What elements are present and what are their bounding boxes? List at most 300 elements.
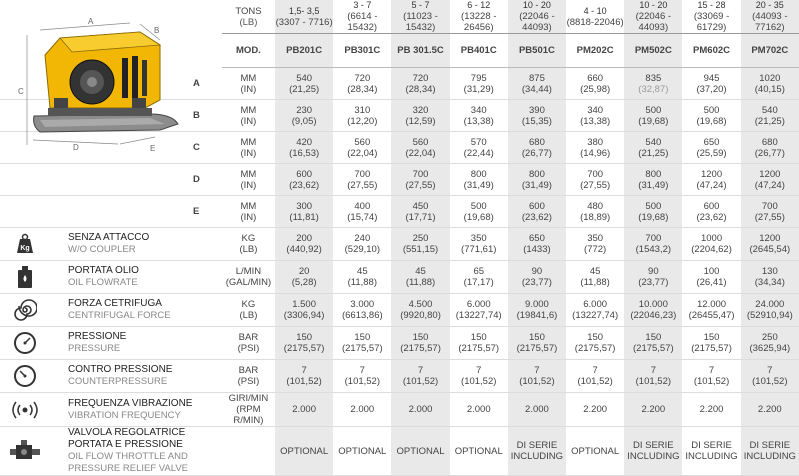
value-primary: OPTIONAL [396,445,445,457]
value-secondary: (101,52) [635,376,672,387]
value-secondary: (IN) [240,179,257,191]
value-primary: 1.500 [292,299,316,310]
value-primary: KG [241,233,256,244]
table-cell [450,68,508,100]
value-secondary: (25,59) [696,147,727,159]
feature-label-cell [0,294,222,327]
unit-cell [222,196,275,228]
value-secondary: (47,24) [696,179,727,191]
value-primary: 100 [703,266,720,277]
value-primary: 340 [470,104,487,116]
value-primary: 600 [296,168,313,180]
value-secondary: (19,68) [638,115,669,127]
value-secondary: (771,61) [461,244,497,255]
value-secondary: (101,52) [693,376,730,387]
tons-range: 10 - 20 [522,0,551,10]
value-primary: 2.200 [641,404,666,415]
value-secondary: (27,55) [405,179,436,191]
model-name: PB201C [275,34,333,68]
value-primary: 7 [650,365,656,376]
value-primary: OPTIONAL [280,445,329,457]
value-secondary: (11,88) [405,277,436,288]
table-cell [275,327,333,360]
value-secondary: (2175,57) [341,343,383,354]
table-cell [566,100,624,132]
tons-range: 15 - 28 [697,0,726,10]
value-primary: 7 [301,365,307,376]
value-primary: 450 [412,200,429,212]
value-primary: 90 [648,266,659,277]
value-primary: 650 [703,136,720,148]
value-secondary: (23,62) [696,211,727,223]
value-secondary: (21,25) [289,83,320,95]
value-primary: 150 [296,332,313,343]
value-primary: 20 [298,266,310,277]
value-primary: 875 [529,72,545,84]
value-secondary: INCLUDING [510,451,564,462]
value-secondary: (22,44) [463,147,494,159]
value-secondary: (23,62) [289,179,320,191]
table-cell [741,261,799,294]
table-cell [333,228,391,261]
value-secondary: (IN) [240,115,257,127]
value-primary: 2.200 [699,404,724,415]
value-primary: 320 [412,104,429,116]
value-secondary: (26,41) [696,277,727,288]
value-primary: 150 [529,332,545,343]
table-cell [450,132,508,164]
table-cell [682,196,740,228]
value-primary: 300 [296,200,313,212]
value-secondary: (101,52) [286,376,322,387]
value-secondary: (26,77) [754,147,785,159]
feature-label-cell [0,393,222,427]
value-secondary: (GAL/MIN) [225,277,272,288]
value-primary: 7 [534,365,540,376]
table-cell [275,196,333,228]
tons-range-lb: (6614 - 15432) [347,11,378,33]
value-primary: KG [241,299,256,310]
dimension-letter: B [0,100,222,132]
value-primary: 600 [703,200,720,212]
table-cell [566,68,624,100]
value-secondary: (RPM R/MIN) [233,404,264,426]
table-cell [333,261,391,294]
value-secondary: (2175,57) [691,343,732,354]
value-primary: 24.000 [755,299,785,310]
feature-row [0,294,799,327]
table-cell [508,196,566,228]
table-cell [682,327,740,360]
value-secondary: (9,05) [291,115,317,127]
tons-range: 5 - 7 [411,0,430,10]
value-secondary: (6613,86) [341,310,383,321]
value-secondary: (101,52) [519,376,555,387]
value-primary: 7 [592,365,598,376]
value-secondary: (11,88) [347,277,378,288]
value-primary: 560 [354,136,371,148]
tons-cell [450,0,508,34]
value-primary: 380 [587,136,604,148]
value-secondary: (11,81) [289,211,319,223]
unit-cell [222,360,275,393]
tons-range: 1,5- 3,5 [288,5,320,16]
table-cell [566,427,624,476]
table-cell [508,360,566,393]
value-primary: 7 [708,365,715,376]
table-cell [624,132,682,164]
value-secondary: (2204,62) [691,244,732,255]
value-secondary: (17,17) [463,277,494,288]
table-cell [275,100,333,132]
feature-row [0,360,799,393]
feature-name-it: PRESSIONE [68,331,127,342]
table-cell [450,261,508,294]
table-cell [391,228,449,261]
table-cell [391,100,449,132]
dim-c-label: C [18,87,24,96]
tons-range: 10 - 20 [639,0,668,10]
value-secondary: (2175,57) [283,343,325,354]
value-primary: MM [240,72,257,84]
tons-cell [508,0,566,34]
table-cell [741,393,799,427]
value-secondary: (34,34) [754,277,785,288]
value-primary: 560 [412,136,429,148]
value-secondary: (31,49) [638,179,669,191]
feature-row [0,261,799,294]
value-secondary: INCLUDING [627,451,680,462]
value-primary: 4.500 [408,299,433,310]
table-cell [508,427,566,476]
value-secondary: INCLUDING [743,451,796,462]
table-cell [391,327,449,360]
table-cell [391,196,449,228]
value-secondary: (14,96) [580,147,611,159]
table-cell [391,261,449,294]
table-cell [741,360,799,393]
value-primary: 6.000 [466,299,491,310]
unit-cell [222,427,275,476]
value-secondary: (15,74) [347,211,378,223]
value-primary: 500 [645,200,662,212]
tons-cell [333,0,391,34]
value-primary: 540 [761,104,778,116]
value-secondary: (19,68) [696,115,727,127]
value-primary: 90 [531,266,543,277]
unit-cell [222,68,275,100]
value-secondary: (13,38) [580,115,611,127]
table-cell [508,261,566,294]
tons-cell [275,0,333,34]
value-secondary: (27,55) [347,179,378,191]
value-primary: MM [240,136,257,148]
compactor-diagram [0,0,200,160]
feature-name-it: CONTRO PRESSIONE [68,364,173,375]
table-cell [333,360,391,393]
value-secondary: INCLUDING [685,451,738,462]
value-secondary: (12,20) [347,115,378,127]
value-secondary: (529,10) [344,244,381,255]
value-primary: 680 [529,136,545,148]
value-secondary: (101,52) [461,376,497,387]
value-secondary: (23,62) [521,211,552,223]
table-cell [391,164,449,196]
value-secondary: (IN) [240,147,257,159]
value-secondary: (19841,6) [516,310,558,321]
value-primary: 250 [761,332,778,343]
table-cell [333,132,391,164]
mod-label: MOD. [222,34,275,68]
tons-cell [624,0,682,34]
value-secondary: (11,88) [580,277,610,288]
value-secondary: (LB) [239,310,258,321]
tons-range-lb: (13228 - 26456) [461,11,497,33]
table-cell [333,100,391,132]
value-primary: 1000 [700,233,723,244]
table-cell [450,228,508,261]
feature-label-cell [0,327,222,360]
compactor-illustration [0,0,200,160]
table-cell [391,294,449,327]
value-secondary: (15,35) [521,115,552,127]
model-name: PB301C [333,34,391,68]
value-secondary: (101,52) [577,376,613,387]
table-cell [275,427,333,476]
value-primary: 660 [587,72,604,84]
value-secondary: (28,34) [347,83,378,95]
dim-b-label: B [154,26,160,35]
value-primary: 600 [529,200,545,212]
table-cell [682,294,740,327]
model-name: PB501C [508,34,566,68]
value-primary: MM [240,168,257,180]
table-cell [566,393,624,427]
tons-range-lb: (8818-22046) [566,16,624,28]
table-cell [275,164,333,196]
vibration-icon [8,397,42,423]
tons-range-lb: (11023 - 15432) [403,11,438,33]
value-secondary: (23,77) [521,277,552,288]
unit-cell [222,393,275,427]
tons-range-lb: (44093 - 77162) [752,11,788,33]
value-primary: OPTIONAL [338,445,387,457]
table-cell [391,393,449,427]
value-primary: 6.000 [583,299,608,310]
table-cell [624,427,682,476]
value-primary: OPTIONAL [454,445,503,457]
model-name: PB 301.5C [391,34,449,68]
feature-name-it: VALVOLA REGOLATRICE PORTATA E PRESSIONE [68,427,186,450]
tons-range-lb: (33069 - 61729) [693,11,730,33]
value-secondary: (101,52) [344,376,381,387]
value-primary: 800 [645,168,662,180]
table-cell [682,100,740,132]
table-cell [508,393,566,427]
table-cell [624,294,682,327]
value-primary: 680 [761,136,778,148]
value-secondary: (13,38) [463,115,494,127]
tons-cell [741,0,799,34]
value-secondary: (LB) [239,16,258,28]
table-cell [275,228,333,261]
dimension-row [0,196,799,228]
table-cell [391,132,449,164]
table-cell [741,228,799,261]
value-secondary: (LB) [239,244,258,255]
value-primary: 2.000 [466,404,491,415]
feature-name-en: OIL FLOW THROTTLE AND PRESSURE RELIEF VALVE [68,451,189,474]
table-cell [450,100,508,132]
table-cell [624,228,682,261]
value-primary: 2.000 [350,404,375,415]
table-cell [450,427,508,476]
value-secondary: (26455,47) [688,310,735,321]
value-primary: 350 [470,233,487,244]
value-secondary: (2645,54) [749,244,791,255]
unit-cell [222,100,275,132]
unit-cell [222,132,275,164]
value-primary: MM [240,200,257,212]
value-primary: 1020 [759,72,781,84]
value-primary: 3.000 [350,299,375,310]
table-cell [682,132,740,164]
value-secondary: (2175,57) [574,343,616,354]
dimension-row [0,164,799,196]
table-cell [566,132,624,164]
table-cell [566,360,624,393]
feature-name-en: W/O COUPLER [68,244,136,255]
table-cell [682,164,740,196]
tons-range: 4 - 10 [583,5,607,16]
counterpressure-gauge-icon [8,363,42,389]
table-cell [682,68,740,100]
model-name: PM502C [624,34,682,68]
table-cell [508,132,566,164]
value-primary: 700 [412,168,429,180]
value-primary: 7 [476,365,482,376]
value-secondary: (2175,57) [458,343,500,354]
value-secondary: (16,53) [289,147,320,159]
table-cell [391,360,449,393]
tons-range-lb: (22046 - 44093) [635,11,672,33]
value-primary: BAR [238,332,259,343]
table-cell [624,360,682,393]
table-cell [275,360,333,393]
value-secondary: (19,68) [463,211,494,223]
value-secondary: (52910,94) [746,310,793,321]
table-cell [508,100,566,132]
model-name: PM602C [682,34,740,68]
table-cell [450,196,508,228]
table-cell [508,228,566,261]
table-cell [741,196,799,228]
value-primary: 9.000 [525,299,549,310]
table-cell [275,132,333,164]
tons-range: 6 - 12 [467,0,491,10]
value-primary: 7 [417,365,424,376]
svg-text:Kg: Kg [20,245,30,252]
value-secondary: (2175,57) [516,343,558,354]
value-primary: 795 [470,72,487,84]
value-primary: 420 [296,136,313,148]
value-secondary: (2175,57) [633,343,674,354]
value-secondary: (47,24) [754,179,785,191]
tons-cell [682,0,740,34]
table-cell [450,294,508,327]
table-cell [624,196,682,228]
unit-cell [222,164,275,196]
table-cell [566,327,624,360]
value-primary: 7 [359,365,365,376]
value-secondary: (27,55) [754,211,785,223]
value-secondary: (34,44) [521,83,552,95]
table-cell [741,100,799,132]
feature-label-cell [0,228,222,261]
table-cell [333,294,391,327]
value-secondary: (PSI) [237,343,260,354]
value-secondary: (22,04) [347,147,378,159]
value-primary: 720 [412,72,429,84]
valve-icon [8,438,42,464]
value-primary: 1200 [759,168,781,180]
table-cell [682,360,740,393]
value-primary: 2.200 [583,404,608,415]
value-primary: 150 [703,332,720,343]
value-primary: BAR [238,365,259,376]
value-primary: 800 [470,168,487,180]
table-cell [741,164,799,196]
table-cell [391,68,449,100]
dimension-letter: E [0,196,222,228]
table-cell [682,228,740,261]
value-secondary: (31,49) [521,179,552,191]
value-secondary: (5,28) [291,277,317,288]
feature-name-en: OIL FLOWRATE [68,277,138,288]
value-secondary: (40,15) [754,83,785,95]
value-secondary: (12,59) [405,115,436,127]
value-primary: 540 [296,72,313,84]
table-cell [333,393,391,427]
value-primary: 2.000 [525,404,549,415]
tons-cell [566,0,624,34]
value-secondary: (21,25) [754,115,785,127]
unit-cell [222,228,275,261]
value-secondary: (22046,23) [630,310,677,321]
value-secondary: (551,15) [402,244,439,255]
table-cell [333,196,391,228]
value-secondary: (440,92) [286,244,322,255]
weight-kg-icon [8,231,42,257]
table-cell [450,393,508,427]
table-cell [566,196,624,228]
value-primary: 800 [529,168,545,180]
feature-name-en: CENTRIFUGAL FORCE [68,310,171,321]
dimension-letter: D [0,164,222,196]
value-secondary: (772) [584,244,607,255]
table-cell [741,68,799,100]
dimension-letter: C [0,132,222,164]
table-cell [624,327,682,360]
value-secondary: (28,34) [405,83,436,95]
feature-label-cell [0,360,222,393]
table-cell [333,68,391,100]
table-cell [275,261,333,294]
table-cell [566,228,624,261]
dim-a-label: A [88,17,94,26]
table-cell [624,100,682,132]
table-cell [333,164,391,196]
